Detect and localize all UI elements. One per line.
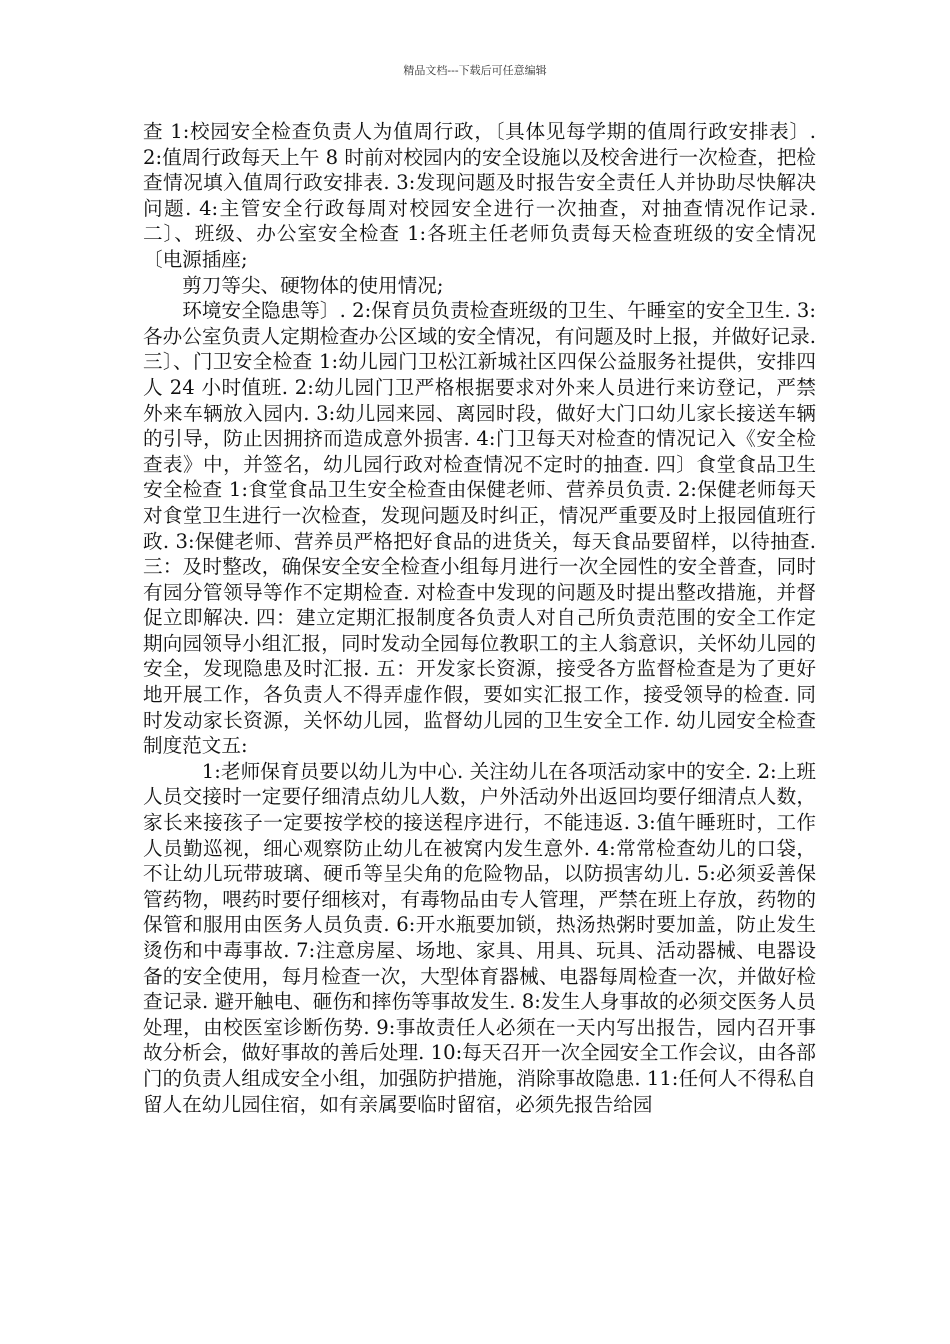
paragraph: 查 1:校园安全检查负责人为值周行政，〔具体见每学期的值周行政安排表〕. 2:值周行政每天上午 8 时前对校园内的安全设施以及校舍进行一次检查，把检查情况填入值周行政安排表. 3:发现问题及时报告安全责任人并协助尽快解决问题. 4:主管安全行政每周对校园安全进行一次抽查，对抽查情况作记录. 二〕、班级、办公室安全检查 1:各班主任老师负责每天检查班级的安全情况〔电源插座; bbox=[143, 120, 816, 271]
paragraph: 环境安全隐患等〕. 2:保育员负责检查班级的卫生、午睡室的安全卫生. 3:各办公室负责人定期检查办公区域的安全情况，有问题及时上报，并做好记录. 三〕、门卫安全检查 1:幼儿园门卫松江新城社区四保公益服务社提供，安排四人 24 小时值班. 2:幼儿园门卫严格根据要求对外来人员进行来访登记，严禁外来车辆放入园内. 3:幼儿园来园、离园时段，做好大门口幼儿家长接送车辆的引导，防止因拥挤而造成意外损害. 4:门卫每天对检查的情况记入《安全检查表》中，并签名，幼儿园行政对检查情况不定时的抽查. 四〕食堂食品卫生安全检查 1:食堂食品卫生安全检查由保健老师、营养员负责. 2:保健老师每天对食堂卫生进行一次检查，发现问题及时纠正，情况严重要及时上报园值班行政. 3:保健老师、营养员严格把好食品的进货关，每天食品要留样，以待抽查. 三：及时整改，确保安全安全检查小组每月进行一次全园性的安全普查，同时有园分管领导等作不定期检查. 对检查中发现的问题及时提出整改措施，并督促立即解决. 四：建立定期汇报制度各负责人对自己所负责范围的安全工作定期向园领导小组汇报，同时发动全园每位教职工的主人翁意识，关怀幼儿园的安全，发现隐患及时汇报. 五：开发家长资源，接受各方监督检查是为了更好地开展工作，各负责人不得弄虚作假，要如实汇报工作，接受领导的检查. 同时发动家长资源，关怀幼儿园，监督幼儿园的卫生安全工作. 幼儿园安全检查制度范文五: bbox=[143, 299, 816, 758]
paragraph: 1:老师保育员要以幼儿为中心. 关注幼儿在各项活动家中的安全. 2:上班人员交接时一定要仔细清点幼儿人数，户外活动外出返回均要仔细清点人数，家长来接孩子一定要按学校的接送程序进行，不能违返. 3:值午睡班时，工作人员勤巡视，细心观察防止幼儿在被窝内发生意外. 4:常常检查幼儿的口袋，不让幼儿玩带玻璃、硬币等呈尖角的危险物品，以防损害幼儿. 5:必须妥善保管药物，喂药时要仔细核对，有毒物品由专人管理，严禁在班上存放，药物的保管和服用由医务人员负责. 6:开水瓶要加锁，热汤热粥时要加盖，防止发生烫伤和中毒事故. 7:注意房屋、场地、家具、用具、玩具、活动器械、电器设备的安全使用，每月检查一次，大型体育器械、电器每周检查一次，并做好检查记录. 避开触电、砸伤和摔伤等事故发生. 8:发生人身事故的必须交医务人员处理，由校医室诊断伤势. 9:事故责任人必须在一天内写出报告，园内召开事故分析会，做好事故的善后处理. 10:每天召开一次全园安全工作会议，由各部门的负责人组成安全小组，加强防护措施，消除事故隐患. 11:任何人不得私自留人在幼儿园住宿，如有亲属要临时留宿，必须先报告给园 bbox=[143, 759, 816, 1116]
paragraph: 剪刀等尖、硬物体的使用情况; bbox=[182, 273, 444, 297]
document-body bbox=[143, 119, 816, 1117]
page-header: 精品文档---下载后可任意编辑 bbox=[403, 64, 547, 77]
